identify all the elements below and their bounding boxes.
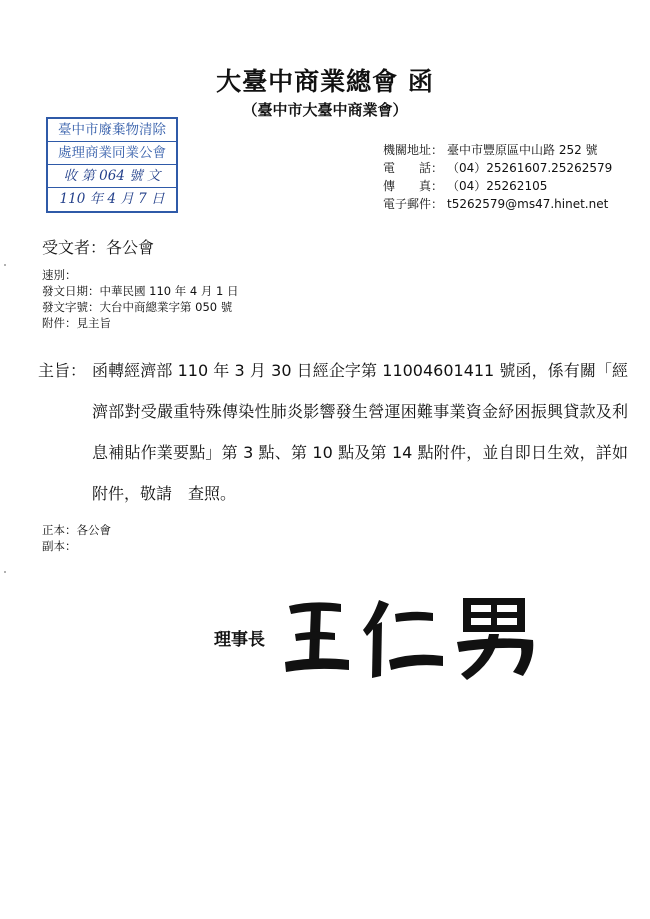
stamp-line-4: 110 年 4 月 7 日 bbox=[59, 191, 165, 207]
copies-block bbox=[42, 522, 111, 554]
scan-speck bbox=[4, 571, 6, 573]
document-title: 大臺中商業總會 函 bbox=[216, 67, 434, 96]
fax-label: 傳 真： bbox=[383, 179, 444, 193]
subject-block bbox=[38, 350, 628, 514]
phone-label: 電 話： bbox=[383, 161, 444, 175]
date-field: 發文日期：中華民國 110 年 4 月 1 日 bbox=[42, 284, 239, 298]
chairman-signature bbox=[283, 592, 543, 682]
subject-label: 主旨： bbox=[38, 361, 87, 380]
stamp-line-1: 臺中市廢棄物清除 bbox=[48, 119, 176, 142]
address-value: 臺中市豐原區中山路 252 號 bbox=[447, 143, 598, 157]
contact-info bbox=[383, 141, 612, 213]
speed-field: 速別： bbox=[42, 268, 77, 282]
stamp-line-2: 處理商業同業公會 bbox=[48, 142, 176, 165]
document-subtitle: （臺中市大臺中商業會） bbox=[242, 101, 408, 119]
ref-number-field: 發文字號：大台中商總業字第 050 號 bbox=[42, 300, 233, 314]
fax-value: （04）25262105 bbox=[447, 179, 548, 193]
scan-speck bbox=[4, 264, 6, 266]
subject-text: 函轉經濟部 110 年 3 月 30 日經企字第 11004601411 號函，係有關「經濟部對受嚴重特殊傳染性肺炎影響發生營運困難事業資金紓困振興貸款及利息補貼作業要點」第 3 點、第 10 點及第 14 點附件，並自即日生效，詳如附件，敬請 查照。 bbox=[92, 361, 628, 503]
chairman-title: 理事長 bbox=[214, 630, 265, 650]
email-label: 電子郵件： bbox=[383, 197, 444, 211]
attachment-field: 附件：見主旨 bbox=[42, 316, 111, 330]
main-recipient: 正本：各公會 bbox=[42, 523, 111, 537]
cc-recipient: 副本： bbox=[42, 539, 77, 553]
receipt-stamp bbox=[46, 117, 178, 213]
stamp-line-3: 收 第 064 號 文 bbox=[48, 165, 176, 188]
email-value: t5262579@ms47.hinet.net bbox=[447, 197, 609, 211]
phone-value: （04）25261607.25262579 bbox=[447, 161, 613, 175]
recipient: 受文者：各公會 bbox=[42, 238, 155, 257]
address-label: 機關地址： bbox=[383, 143, 444, 157]
document-meta bbox=[42, 267, 239, 331]
